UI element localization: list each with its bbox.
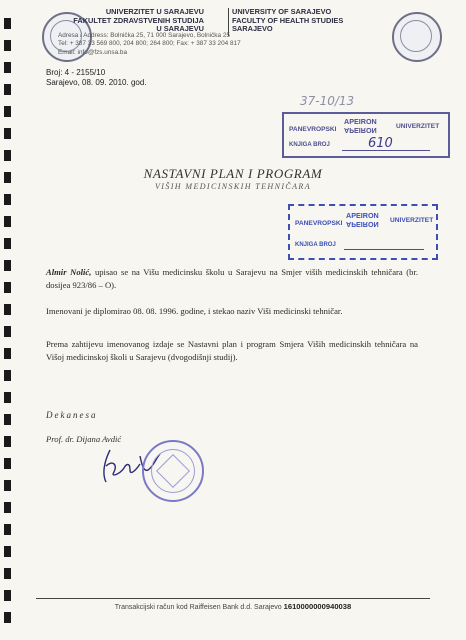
address-line: Tel: + 387 33 569 800, 204 800; 264 800; Fax: + 387 33 204 817 xyxy=(58,40,241,48)
letterhead-line: FAKULTET ZDRAVSTVENIH STUDIJA xyxy=(73,15,204,25)
faculty-logo-icon xyxy=(392,12,442,62)
binding-hole xyxy=(4,106,11,117)
paragraph-text: upisao se na Višu medicinsku školu u Sarajevu na Smjer viših medicinskih tehničara (br. dosijea 923/86 – O). xyxy=(46,267,418,290)
binding-hole xyxy=(4,216,11,227)
stamp-right-text: UNIVERZITET xyxy=(396,123,440,130)
stamp-brand: APEIRON xyxy=(344,117,377,126)
binding-hole xyxy=(4,568,11,579)
binding-hole xyxy=(4,40,11,51)
binding-hole xyxy=(4,304,11,315)
binding-hole xyxy=(4,282,11,293)
binding-hole xyxy=(4,590,11,601)
footer xyxy=(0,602,466,611)
address-line: Adresa / Address: Bolnička 25, 71 000 Sarajevo, Bolnička 25 xyxy=(58,32,230,39)
binding-hole xyxy=(4,458,11,469)
registry-stamp-faded xyxy=(288,204,438,260)
place-date: Sarajevo, 08. 09. 2010. god. xyxy=(46,78,147,87)
binding-hole xyxy=(4,128,11,139)
student-name: Almir Nolić, xyxy=(46,267,92,277)
binding-hole xyxy=(4,546,11,557)
binding-hole xyxy=(4,150,11,161)
book-number-handwritten: 610 xyxy=(368,136,393,151)
binding-hole xyxy=(4,348,11,359)
binding-hole xyxy=(4,392,11,403)
letterhead-line: SARAJEVO xyxy=(232,24,273,34)
spiral-binding xyxy=(0,0,18,640)
signatory-role: Dekanesa xyxy=(46,410,98,420)
stamp-right-text: UNIVERZITET xyxy=(390,217,434,224)
stamp-underline xyxy=(344,249,424,250)
handwritten-number: 37-10/13 xyxy=(300,94,355,108)
stamp-brand-mirror: APEIRON xyxy=(344,126,377,135)
footer-bank-text: Transakcijski račun kod Raiffeisen Bank d.d. Sarajevo xyxy=(114,604,282,611)
binding-hole xyxy=(4,524,11,535)
binding-hole xyxy=(4,370,11,381)
stamp-brand: APEIRON xyxy=(346,211,379,220)
stamp-book-label: KNJIGA BROJ xyxy=(295,242,336,248)
document-title: NASTAVNI PLAN I PROGRAM xyxy=(143,166,323,181)
paragraph-enrollment xyxy=(46,266,418,292)
registry-stamp xyxy=(282,112,450,158)
paragraph-graduation: Imenovani je diplomirao 08. 08. 1996. godine, i stekao naziv Viši medicinski tehničar. xyxy=(46,306,343,316)
official-seal-icon xyxy=(142,440,204,502)
letterhead-line: U SARAJEVU xyxy=(156,24,204,34)
document-subtitle: VIŠIH MEDICINSKIH TEHNIČARA xyxy=(154,182,311,191)
address-line: Email: info@fzs.unsa.ba xyxy=(58,48,128,56)
binding-hole xyxy=(4,84,11,95)
letterhead-line: UNIVERSITY OF SARAJEVO xyxy=(232,7,332,16)
letterhead-line: FACULTY OF HEALTH STUDIES xyxy=(232,15,344,25)
stamp-left-text: PANEVROPSKI xyxy=(289,126,337,133)
binding-hole xyxy=(4,260,11,271)
letterhead-right xyxy=(232,8,382,34)
binding-hole xyxy=(4,480,11,491)
footer-divider xyxy=(36,598,430,599)
reference-number: Broj: 4 - 2155/10 xyxy=(46,68,106,77)
binding-hole xyxy=(4,194,11,205)
letterhead-line: UNIVERZITET U SARAJEVU xyxy=(105,7,204,16)
binding-hole xyxy=(4,62,11,73)
binding-hole xyxy=(4,414,11,425)
binding-hole xyxy=(4,502,11,513)
signatory-name: Prof. dr. Dijana Avdić xyxy=(46,434,122,444)
stamp-book-label: KNJIGA BROJ xyxy=(289,142,330,148)
binding-hole xyxy=(4,326,11,337)
document-reference xyxy=(46,68,147,88)
binding-hole xyxy=(4,612,11,623)
letterhead-left xyxy=(64,8,204,34)
binding-hole xyxy=(4,238,11,249)
binding-hole xyxy=(4,18,11,29)
letterhead-address xyxy=(58,32,241,57)
footer-account-number: 1610000000940038 xyxy=(283,602,352,611)
stamp-left-text: PANEVROPSKI xyxy=(295,220,343,227)
stamp-brand-mirror: APEIRON xyxy=(346,220,379,229)
binding-hole xyxy=(4,436,11,447)
paragraph-issuance: Prema zahtijevu imenovanog izdaje se Nastavni plan i program Smjera Viših medicinskih tehničara na Višoj medicinskoj školi u Sarajevu (dvogodišnji studij). xyxy=(46,339,418,362)
